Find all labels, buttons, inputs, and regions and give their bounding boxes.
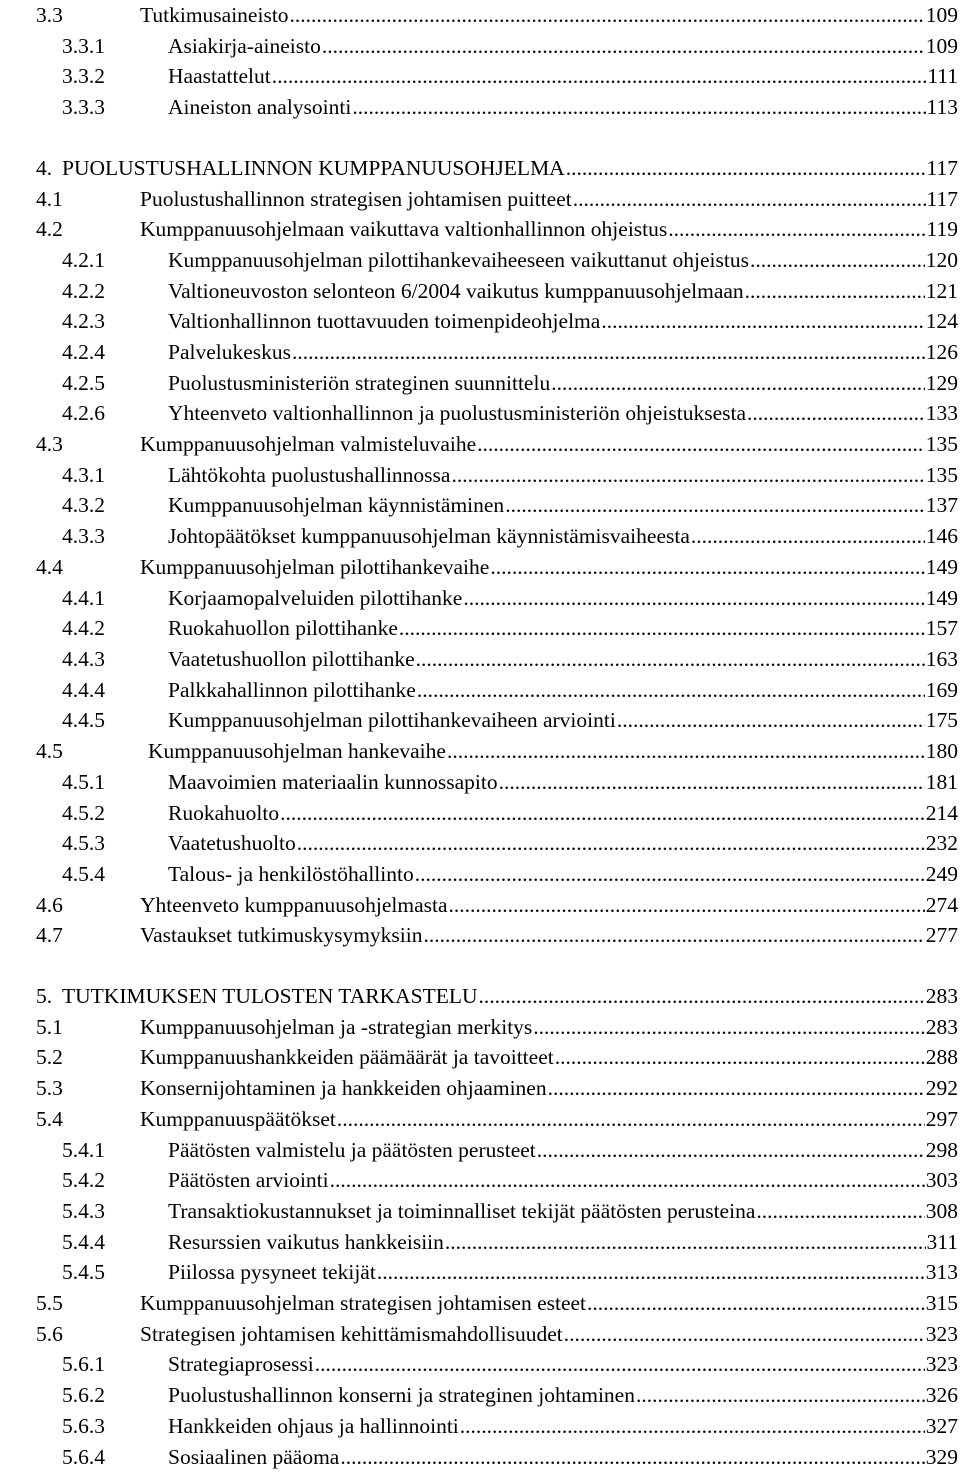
- toc-entry-page-number: 117: [926, 156, 958, 180]
- toc-entry-number: 4.4.1: [62, 586, 105, 610]
- toc-dot-leader: [290, 0, 925, 30]
- toc-entry-leader-line: [168, 1257, 958, 1287]
- toc-entry-title: Asiakirja-aineisto: [168, 34, 321, 58]
- toc-entry: [0, 0, 958, 30]
- toc-entry: [0, 1288, 958, 1318]
- toc-entry-number: 5.6.1: [62, 1352, 105, 1376]
- toc-entry: [0, 1257, 958, 1287]
- toc-entry-leader-line: [168, 460, 958, 490]
- toc-entry-title: Päätösten arviointi: [168, 1168, 329, 1192]
- toc-dot-leader: [747, 398, 925, 428]
- toc-entry-number: 4.2.6: [62, 401, 105, 425]
- toc-entry-title: Aineiston analysointi: [168, 95, 352, 119]
- toc-entry-leader-line: [140, 0, 958, 30]
- toc-entry-leader-line: [168, 276, 958, 306]
- toc-dot-leader: [479, 981, 925, 1011]
- toc-entry-title: Strategisen johtamisen kehittämismahdollisuudet: [140, 1322, 563, 1346]
- toc-entry: [0, 276, 958, 306]
- toc-entry-page-number: 133: [925, 401, 958, 425]
- toc-entry-page-number: 111: [927, 64, 958, 88]
- toc-dot-leader: [745, 276, 925, 306]
- toc-entry-leader-line: [168, 613, 958, 643]
- toc-entry-title: Konsernijohtaminen ja hankkeiden ohjaaminen: [140, 1076, 547, 1100]
- toc-entry-leader-line: [168, 1135, 958, 1165]
- toc-entry-page-number: 326: [925, 1383, 958, 1407]
- toc-entry-title: Kumppanuuspäätökset: [140, 1107, 336, 1131]
- toc-entry-leader-line: [140, 920, 958, 950]
- toc-entry: [0, 368, 958, 398]
- toc-entry-page-number: 249: [925, 862, 958, 886]
- toc-entry-title: Kumppanuusohjelman ja -strategian merkitys: [140, 1015, 533, 1039]
- toc-entry-title: Päätösten valmistelu ja päätösten perusteet: [168, 1138, 536, 1162]
- toc-entry-number: 4.2.5: [62, 371, 105, 395]
- toc-entry-number: 5.1: [36, 1015, 63, 1039]
- toc-entry: [0, 1165, 958, 1195]
- toc-entry: [0, 859, 958, 889]
- toc-entry-title: Vastaukset tutkimuskysymyksiin: [140, 923, 423, 947]
- toc-entry-page-number: 129: [925, 371, 958, 395]
- toc-entry-title: Kumppanuusohjelman pilottihankevaihe: [140, 555, 490, 579]
- toc-entry-page-number: 109: [925, 3, 958, 27]
- toc-entry-leader-line: [168, 1165, 958, 1195]
- toc-entry-number: 4.1: [36, 187, 63, 211]
- toc-entry-number: 4.7: [36, 923, 63, 947]
- toc-entry: [0, 1135, 958, 1165]
- toc-entry-number: 5.4.1: [62, 1138, 105, 1162]
- toc-entry-number: 3.3.3: [62, 95, 105, 119]
- toc-entry-title: Sosiaalinen pääoma: [168, 1445, 340, 1469]
- toc-entry-page-number: 119: [926, 217, 958, 241]
- toc-dot-leader: [756, 1196, 924, 1226]
- toc-dot-leader: [322, 31, 925, 61]
- toc-entry-leader-line: [168, 337, 958, 367]
- toc-dot-leader: [601, 306, 924, 336]
- toc-entry-page-number: 232: [925, 831, 958, 855]
- toc-entry-leader-line: [168, 859, 958, 889]
- toc-entry-leader-line: [140, 429, 958, 459]
- toc-entry-title: Vaatetushuollon pilottihanke: [168, 647, 415, 671]
- toc-entry: [0, 429, 958, 459]
- toc-dot-leader: [315, 1349, 925, 1379]
- toc-entry-page-number: 327: [925, 1414, 958, 1438]
- toc-entry-leader-line: [168, 521, 958, 551]
- toc-entry-leader-line: [140, 1104, 958, 1134]
- toc-entry: [0, 1319, 958, 1349]
- toc-entry: [0, 214, 958, 244]
- toc-entry-title: Piilossa pysyneet tekijät: [168, 1260, 376, 1284]
- toc-entry-title: Yhteenveto kumppanuusohjelmasta: [140, 893, 448, 917]
- toc-entry: [0, 521, 958, 551]
- toc-entry-page-number: 175: [925, 708, 958, 732]
- toc-entry-number: 4.2.1: [62, 248, 105, 272]
- toc-entry-title: Tutkimusaineisto: [140, 3, 289, 27]
- toc-dot-leader: [587, 1288, 925, 1318]
- toc-dot-leader: [377, 1257, 925, 1287]
- toc-entry: [0, 705, 958, 735]
- toc-entry-number: 4.3: [36, 432, 63, 456]
- toc-dot-leader: [505, 490, 925, 520]
- toc-entry: [0, 1042, 958, 1072]
- toc-entry-page-number: 149: [925, 586, 958, 610]
- toc-entry-leader-line: [140, 1073, 958, 1103]
- toc-entry-page-number: 303: [925, 1168, 958, 1192]
- toc-entry-page-number: 117: [926, 187, 958, 211]
- toc-entry-page-number: 121: [925, 279, 958, 303]
- toc-entry-number: 5.4.5: [62, 1260, 105, 1284]
- toc-entry: [0, 184, 958, 214]
- toc-entry-page-number: 323: [925, 1352, 958, 1376]
- toc-dot-leader: [490, 552, 924, 582]
- toc-entry-number: 4.4.5: [62, 708, 105, 732]
- toc-entry: [0, 552, 958, 582]
- toc-entry: [0, 981, 958, 1011]
- toc-entry: [0, 1411, 958, 1441]
- toc-entry-title: Puolustushallinnon strategisen johtamisen puitteet: [140, 187, 572, 211]
- toc-entry-title: Puolustushallinnon konserni ja strateginen johtaminen: [168, 1383, 635, 1407]
- toc-entry-page-number: 157: [925, 616, 958, 640]
- toc-entry-leader-line: [140, 214, 958, 244]
- toc-entry-title: Kumppanuusohjelman käynnistäminen: [168, 493, 505, 517]
- toc-entry-number: 4.2: [36, 217, 63, 241]
- toc-dot-leader: [280, 798, 925, 828]
- toc-entry-page-number: 181: [925, 770, 958, 794]
- toc-entry-number: 3.3.1: [62, 34, 105, 58]
- toc-dot-leader: [292, 337, 925, 367]
- toc-entry-number: 4.4: [36, 555, 63, 579]
- toc-dot-leader: [636, 1380, 925, 1410]
- toc-dot-leader: [555, 1042, 925, 1072]
- toc-entry: [0, 61, 958, 91]
- toc-entry-number: 5.4.4: [62, 1230, 105, 1254]
- toc-entry-title: Strategiaprosessi: [168, 1352, 314, 1376]
- toc-entry-title: Kumppanuusohjelman valmisteluvaihe: [140, 432, 477, 456]
- toc-entry-number: 4.3.3: [62, 524, 105, 548]
- toc-entry-number: 4.5.4: [62, 862, 105, 886]
- toc-entry-number: 5.6.2: [62, 1383, 105, 1407]
- toc-entry-leader-line: [168, 1411, 958, 1441]
- toc-dot-leader: [417, 675, 925, 705]
- toc-entry-title: Lähtökohta puolustushallinnossa: [168, 463, 451, 487]
- toc-entry-leader-line: [140, 1319, 958, 1349]
- toc-entry-page-number: 283: [925, 1015, 958, 1039]
- toc-entry-leader-line: [168, 1380, 958, 1410]
- toc-entry-title: Ruokahuollon pilottihanke: [168, 616, 398, 640]
- toc-entry-page-number: 180: [925, 739, 958, 763]
- toc-entry-leader-line: [168, 675, 958, 705]
- toc-entry: [0, 398, 958, 428]
- toc-entry-title: Kumppanuushankkeiden päämäärät ja tavoitteet: [140, 1045, 554, 1069]
- toc-entry-title: Palkkahallinnon pilottihanke: [168, 678, 416, 702]
- toc-entry-page-number: 109: [925, 34, 958, 58]
- toc-dot-leader: [463, 583, 924, 613]
- toc-entry-page-number: 135: [925, 432, 958, 456]
- toc-entry-title: Kumppanuusohjelman hankevaihe: [148, 739, 446, 763]
- toc-entry-number: 4.5: [36, 739, 63, 763]
- toc-entry-page-number: 274: [925, 893, 958, 917]
- toc-entry-leader-line: [168, 61, 958, 91]
- toc-entry-number: 5.2: [36, 1045, 63, 1069]
- toc-dot-leader: [668, 214, 925, 244]
- toc-entry-leader-line: [148, 736, 958, 766]
- toc-entry-title: Vaatetushuolto: [168, 831, 296, 855]
- toc-entry-leader-line: [62, 981, 958, 1011]
- toc-dot-leader: [424, 920, 925, 950]
- toc-entry-leader-line: [168, 1227, 958, 1257]
- toc-entry: [0, 920, 958, 950]
- toc-entry-title: Palvelukeskus: [168, 340, 292, 364]
- toc-dot-leader: [573, 184, 926, 214]
- toc-dot-leader: [449, 890, 925, 920]
- toc-entry-number: 5.4.3: [62, 1199, 105, 1223]
- toc-entry-page-number: 288: [925, 1045, 958, 1069]
- toc-entry-title: Korjaamopalveluiden pilottihanke: [168, 586, 463, 610]
- toc-entry: [0, 644, 958, 674]
- toc-entry-number: 4.2.3: [62, 309, 105, 333]
- toc-entry-title: Johtopäätökset kumppanuusohjelman käynnistämisvaiheesta: [168, 524, 690, 548]
- toc-entry-leader-line: [140, 552, 958, 582]
- toc-entry: [0, 1196, 958, 1226]
- toc-entry-number: 4.4.2: [62, 616, 105, 640]
- toc-dot-leader: [533, 1012, 924, 1042]
- toc-entry-number: 5.: [36, 984, 53, 1008]
- toc-entry-leader-line: [168, 705, 958, 735]
- toc-entry: [0, 1442, 958, 1472]
- toc-dot-leader: [330, 1165, 925, 1195]
- toc-entry-number: 3.3.2: [62, 64, 105, 88]
- toc-entry-page-number: 311: [926, 1230, 958, 1254]
- toc-dot-leader: [499, 767, 925, 797]
- toc-entry: [0, 1227, 958, 1257]
- toc-entry-title: Kumppanuusohjelman strategisen johtamisen esteet: [140, 1291, 587, 1315]
- toc-dot-leader: [564, 1319, 925, 1349]
- toc-entry-leader-line: [168, 92, 958, 122]
- toc-entry-number: 5.3: [36, 1076, 63, 1100]
- toc-dot-leader: [399, 613, 925, 643]
- toc-entry-title: Ruokahuolto: [168, 801, 280, 825]
- toc-entry-leader-line: [168, 398, 958, 428]
- toc-entry: [0, 1012, 958, 1042]
- toc-entry-number: 4.6: [36, 893, 63, 917]
- toc-entry-number: 4.2.4: [62, 340, 105, 364]
- toc-entry-title: Kumppanuusohjelman pilottihankevaiheeseen vaikuttanut ohjeistus: [168, 248, 749, 272]
- toc-entry-leader-line: [168, 644, 958, 674]
- toc-entry-number: 4.5.2: [62, 801, 105, 825]
- toc-entry-leader-line: [168, 368, 958, 398]
- toc-entry-page-number: 297: [925, 1107, 958, 1131]
- toc-entry-number: 4.4.4: [62, 678, 105, 702]
- toc-entry: [0, 767, 958, 797]
- toc-entry-title: Puolustusministeriön strateginen suunnittelu: [168, 371, 551, 395]
- toc-dot-leader: [415, 859, 925, 889]
- toc-entry: [0, 490, 958, 520]
- toc-entry-page-number: 146: [925, 524, 958, 548]
- toc-dot-leader: [447, 736, 925, 766]
- toc-entry-page-number: 169: [925, 678, 958, 702]
- toc-dot-leader: [537, 1135, 925, 1165]
- toc-entry-page-number: 313: [925, 1260, 958, 1284]
- toc-entry-number: 4.: [36, 156, 53, 180]
- toc-entry-page-number: 323: [925, 1322, 958, 1346]
- toc-entry-leader-line: [168, 767, 958, 797]
- toc-entry-title: Valtionhallinnon tuottavuuden toimenpideohjelma: [168, 309, 601, 333]
- toc-entry-number: 5.6: [36, 1322, 63, 1346]
- toc-entry-title: Valtioneuvoston selonteon 6/2004 vaikutus kumppanuusohjelmaan: [168, 279, 744, 303]
- toc-dot-leader: [617, 705, 925, 735]
- toc-entry: [0, 798, 958, 828]
- toc-entry-title: Hankkeiden ohjaus ja hallinnointi: [168, 1414, 459, 1438]
- toc-dot-leader: [566, 153, 926, 183]
- toc-dot-leader: [750, 245, 925, 275]
- toc-entry-title: PUOLUSTUSHALLINNON KUMPPANUUSOHJELMA: [62, 156, 565, 180]
- toc-entry-number: 5.6.4: [62, 1445, 105, 1469]
- toc-entry: [0, 890, 958, 920]
- toc-dot-leader: [548, 1073, 925, 1103]
- toc-entry-page-number: 113: [926, 95, 958, 119]
- toc-entry-number: 4.2.2: [62, 279, 105, 303]
- toc-entry-title: Kumppanuusohjelman pilottihankevaiheen arviointi: [168, 708, 616, 732]
- toc-entry: [0, 828, 958, 858]
- toc-entry-number: 5.5: [36, 1291, 63, 1315]
- toc-entry-title: Haastattelut: [168, 64, 271, 88]
- toc-entry: [0, 153, 958, 183]
- toc-entry-number: 5.4: [36, 1107, 63, 1131]
- toc-entry-number: 4.5.1: [62, 770, 105, 794]
- toc-entry: [0, 31, 958, 61]
- toc-entry-title: Yhteenveto valtionhallinnon ja puolustusministeriön ohjeistuksesta: [168, 401, 747, 425]
- toc-entry-leader-line: [168, 245, 958, 275]
- toc-entry-page-number: 277: [925, 923, 958, 947]
- toc-entry-page-number: 315: [925, 1291, 958, 1315]
- toc-entry-leader-line: [168, 798, 958, 828]
- toc-dot-leader: [551, 368, 925, 398]
- toc-dot-leader: [445, 1227, 926, 1257]
- toc-entry-title: Talous- ja henkilöstöhallinto: [168, 862, 414, 886]
- toc-entry: [0, 583, 958, 613]
- toc-dot-leader: [272, 61, 927, 91]
- toc-entry-number: 4.4.3: [62, 647, 105, 671]
- toc-entry: [0, 1380, 958, 1410]
- toc-entry-leader-line: [140, 1012, 958, 1042]
- toc-entry: [0, 92, 958, 122]
- toc-entry-title: Transaktiokustannukset ja toiminnalliset tekijät päätösten perusteina: [168, 1199, 756, 1223]
- toc-entry-leader-line: [140, 1288, 958, 1318]
- toc-entry-page-number: 137: [925, 493, 958, 517]
- toc-entry: [0, 306, 958, 336]
- toc-entry-leader-line: [168, 31, 958, 61]
- toc-entry: [0, 245, 958, 275]
- toc-entry-page-number: 124: [925, 309, 958, 333]
- toc-dot-leader: [337, 1104, 925, 1134]
- toc-entry-page-number: 298: [925, 1138, 958, 1162]
- toc-entry-leader-line: [62, 153, 958, 183]
- toc-entry: [0, 1104, 958, 1134]
- toc-entry-leader-line: [168, 1196, 958, 1226]
- toc-entry-page-number: 329: [925, 1445, 958, 1469]
- toc-dot-leader: [691, 521, 925, 551]
- toc-entry-leader-line: [168, 1442, 958, 1472]
- toc-entry-number: 4.5.3: [62, 831, 105, 855]
- toc-entry-page-number: 308: [925, 1199, 958, 1223]
- toc-dot-leader: [352, 92, 925, 122]
- toc-entry: [0, 337, 958, 367]
- toc-entry-title: Resurssien vaikutus hankkeisiin: [168, 1230, 444, 1254]
- toc-entry: [0, 1349, 958, 1379]
- toc-entry-page-number: 149: [925, 555, 958, 579]
- toc-dot-leader: [477, 429, 925, 459]
- toc-entry-leader-line: [168, 828, 958, 858]
- toc-entry-number: 5.6.3: [62, 1414, 105, 1438]
- toc-entry: [0, 736, 958, 766]
- toc-entry-page-number: 163: [925, 647, 958, 671]
- toc-entry-page-number: 135: [925, 463, 958, 487]
- toc-entry-title: Kumppanuusohjelmaan vaikuttava valtionhallinnon ohjeistus: [140, 217, 668, 241]
- toc-entry-leader-line: [168, 306, 958, 336]
- toc-entry-leader-line: [140, 184, 958, 214]
- toc-entry-number: 4.3.2: [62, 493, 105, 517]
- toc-entry-number: 5.4.2: [62, 1168, 105, 1192]
- toc-entry-leader-line: [168, 1349, 958, 1379]
- toc-entry-title: Maavoimien materiaalin kunnossapito: [168, 770, 498, 794]
- toc-dot-leader: [451, 460, 924, 490]
- toc-entry-page-number: 126: [925, 340, 958, 364]
- toc-entry: [0, 460, 958, 490]
- toc-dot-leader: [460, 1411, 925, 1441]
- toc-entry-page-number: 214: [925, 801, 958, 825]
- toc-entry-leader-line: [168, 583, 958, 613]
- toc-entry-page-number: 292: [925, 1076, 958, 1100]
- toc-entry-number: 3.3: [36, 3, 63, 27]
- toc-dot-leader: [297, 828, 925, 858]
- toc-dot-leader: [340, 1442, 924, 1472]
- toc-entry-page-number: 283: [925, 984, 958, 1008]
- toc-dot-leader: [416, 644, 925, 674]
- toc-entry-leader-line: [140, 890, 958, 920]
- toc-entry-leader-line: [168, 490, 958, 520]
- toc-entry-leader-line: [140, 1042, 958, 1072]
- toc-entry-page-number: 120: [925, 248, 958, 272]
- toc-entry: [0, 613, 958, 643]
- toc-entry-number: 4.3.1: [62, 463, 105, 487]
- toc-entry: [0, 1073, 958, 1103]
- toc-entry-title: TUTKIMUKSEN TULOSTEN TARKASTELU: [62, 984, 478, 1008]
- toc-entry: [0, 675, 958, 705]
